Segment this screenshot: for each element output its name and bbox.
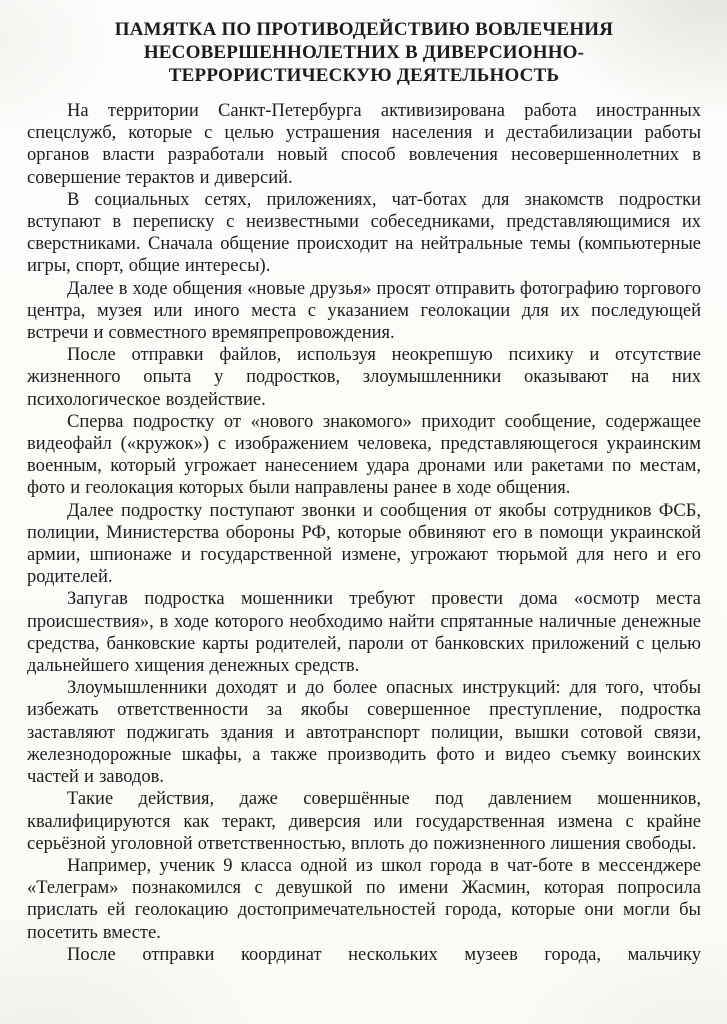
paragraph-1: На территории Санкт-Петербурга активизирована работа иностранных спецслужб, которые с целью устрашения населения и дестабилизации работы органов власти разработали новый способ вовлечения несовершеннолетних в совершение терактов и диверсий. [27,101,701,188]
paragraph-9: Такие действия, даже совершённые под давлением мошенников, квалифицируются как теракт, диверсия или государственная измена с крайне серьёзной уголовной ответственностью, вплоть до пожизненного лишения свободы. [27,789,701,854]
paragraph-4: После отправки файлов, используя неокрепшую психику и отсутствие жизненного опыта у подростков, злоумышленники оказывают на них психологическое воздействие. [27,345,701,410]
paragraph-11-truncated: После отправки координат нескольких музеев города, мальчику [67,944,701,965]
paragraph-5: Сперва подростку от «нового знакомого» приходит сообщение, содержащее видеофайл («кружок») с изображением человека, представляющегося украинским военным, который угрожает нанесением удара дронами или ракетами по местам, фото и геолокация которых были направлены ранее в ходе общения. [27,411,701,499]
paragraph-10: Например, ученик 9 класса одной из школ города в чат-боте в мессенджере «Телеграм» познакомился с девушкой по имени Жасмин, которая попросила прислать ей геолокацию достопримечательностей города, которые они могли бы посетить вместе. [27,855,701,943]
paragraph-8: Злоумышленники доходят и до более опасных инструкций: для того, чтобы избежать ответственности за якобы совершенное преступление, подростка заставляют поджигать здания и автотранспорт полиции, вышки сотовой связи, железнодорожные шкафы, а также производить фото и видео съемку воинских частей и заводов. [27,678,701,788]
title-line-3: ТЕРРОРИСТИЧЕСКУЮ ДЕЯТЕЛЬНОСТЬ [168,65,560,86]
title-line-2: НЕСОВЕРШЕННОЛЕТНИХ В ДИВЕРСИОННО- [143,42,585,63]
title-line-1: ПАМЯТКА ПО ПРОТИВОДЕЙСТВИЮ ВОВЛЕЧЕНИЯ [114,19,614,40]
paragraph-2: В социальных сетях, приложениях, чат-ботах для знакомств подростки вступают в переписку с неизвестными собеседниками, представляющимися их сверстниками. Сначала общение происходит на нейтральные темы (компьютерные игры, спорт, общие интересы). [27,189,701,277]
document-body [27,100,701,966]
paragraph-6: Далее подростку поступают звонки и сообщения от якобы сотрудников ФСБ, полиции, Министерства обороны РФ, которые обвиняют его в помощи украинской армии, шпионаже и государственной измене, угрожают тюрьмой для него и его родителей. [27,500,701,588]
document-title [27,18,701,87]
paragraph-7: Запугав подростка мошенники требуют провести дома «осмотр места происшествия», в ходе которого необходимо найти спрятанные наличные денежные средства, банковские карты родителей, пароли от банковских приложений с целью дальнейшего хищения денежных средств. [27,589,701,677]
paragraph-3: Далее в ходе общения «новые друзья» просят отправить фотографию торгового центра, музея или иного места с указанием геолокации для их последующей встречи и совместного времяпрепровождения. [27,278,701,344]
